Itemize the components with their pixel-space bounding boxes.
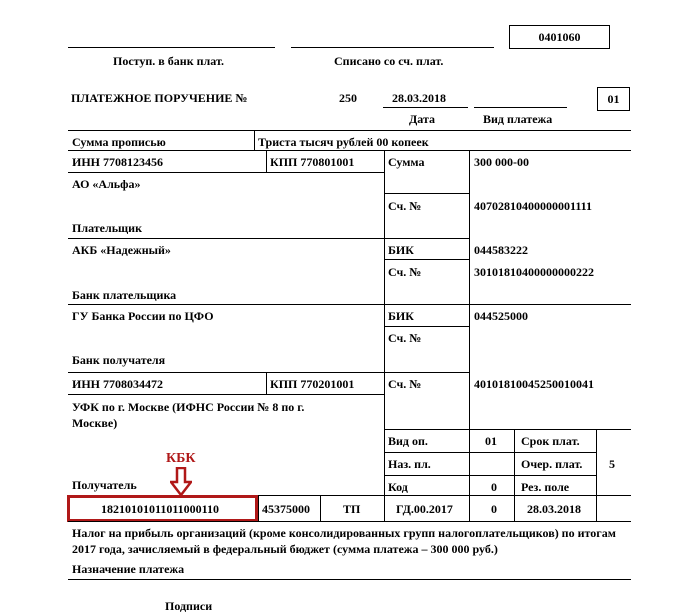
- row-line-recipient-bank-account: [384, 326, 469, 327]
- tax-divider-3: [384, 495, 385, 521]
- order-label: Очер. плат.: [521, 457, 583, 471]
- payer-inn: ИНН 7708123456: [72, 155, 164, 169]
- operation-type-value: 01: [485, 434, 497, 448]
- date-underline: [383, 107, 468, 108]
- amount-words-value: Триста тысяч рублей 00 копеек: [258, 135, 429, 149]
- code-label: Код: [388, 480, 408, 494]
- divider-left-block: [384, 150, 385, 496]
- tax-divider-5: [514, 495, 515, 521]
- debited-label: Списано со сч. плат.: [334, 54, 444, 68]
- recipient-kpp: КПП 770201001: [270, 377, 355, 391]
- row-line-inn: [68, 150, 631, 151]
- divider-inn-kpp-recipient: [266, 372, 267, 394]
- doc-number-value: 0: [491, 502, 497, 516]
- received-line: [68, 47, 275, 48]
- row-line-payer-bank-account: [384, 259, 469, 260]
- basis-value: ТП: [343, 502, 361, 516]
- row-line-signatures: [68, 579, 631, 580]
- row-line-operation: [384, 429, 631, 430]
- oktmo-value: 45375000: [262, 502, 310, 516]
- tax-divider-6: [596, 495, 597, 521]
- divider-values: [469, 150, 470, 495]
- due-date-label: Срок плат.: [521, 434, 580, 448]
- recipient-bank-label: Банк получателя: [72, 353, 166, 367]
- kbk-value: 18210101011011000110: [101, 502, 220, 516]
- debited-line: [291, 47, 494, 48]
- divider-operation: [514, 429, 515, 495]
- order-value: 5: [609, 457, 615, 471]
- amount-words-divider: [254, 130, 255, 150]
- payer-account-label: Сч. №: [388, 199, 422, 213]
- payer-bank-label: Банк плательщика: [72, 288, 177, 302]
- row-line-payer-name: [68, 172, 384, 173]
- purpose-code-label: Наз. пл.: [388, 457, 431, 471]
- row-line-payer-account: [384, 193, 469, 194]
- row-line-recipient-name: [68, 394, 384, 395]
- payer-account: 40702810400000001111: [474, 199, 593, 213]
- doc-date-value: 28.03.2018: [527, 502, 581, 516]
- code-value: 0: [491, 480, 497, 494]
- received-label: Поступ. в банк плат.: [113, 54, 224, 68]
- amount-value: 300 000-00: [474, 155, 529, 169]
- purpose-text: Налог на прибыль организаций (кроме консолидированных групп налогоплательщиков) по итогам 2017 года, зачисляемый в федеральный бюджет (сумма платежа – 300 000 руб.): [72, 526, 616, 556]
- tax-divider-2: [320, 495, 321, 521]
- divider-operation-right: [596, 429, 597, 495]
- kbk-annotation: КБК: [166, 451, 196, 466]
- payer-bank-account-label: Сч. №: [388, 265, 422, 279]
- recipient-inn: ИНН 7708034472: [72, 377, 164, 391]
- recipient-account-label: Сч. №: [388, 377, 422, 391]
- row-line-recipient-bank: [68, 304, 631, 305]
- recipient-bank-bik-label: БИК: [388, 309, 414, 323]
- reserve-label: Рез. поле: [521, 480, 570, 494]
- payer-bank-bik: 044583222: [474, 243, 528, 257]
- kbk-arrow-icon: [170, 467, 192, 497]
- payer-bank-account: 30101810400000000222: [474, 265, 594, 279]
- recipient-bank-bik: 044525000: [474, 309, 528, 323]
- row-line-purpose-code: [384, 452, 596, 453]
- purpose-label: Назначение платежа: [72, 562, 185, 576]
- amount-words-label: Сумма прописью: [72, 135, 166, 149]
- row-line-amount-top: [68, 130, 631, 131]
- form-code: 0401060: [538, 29, 581, 44]
- payer-name: АО «Альфа»: [72, 177, 141, 191]
- form-title: ПЛАТЕЖНОЕ ПОРУЧЕНИЕ №: [71, 91, 248, 105]
- payer-bank-name: АКБ «Надежный»: [72, 243, 171, 257]
- status-code-box: [597, 87, 630, 111]
- payer-kpp: КПП 770801001: [270, 155, 355, 169]
- payment-type-label: Вид платежа: [483, 112, 553, 126]
- recipient-name: УФК по г. Москве (ИФНС России № 8 по г. Москве): [72, 400, 305, 430]
- document-date: 28.03.2018: [392, 91, 446, 105]
- payer-bank-bik-label: БИК: [388, 243, 414, 257]
- signatures-label: Подписи: [165, 599, 213, 613]
- tax-divider-4: [469, 495, 470, 521]
- document-number: 250: [339, 91, 357, 105]
- payer-label: Плательщик: [72, 221, 143, 235]
- row-line-code: [384, 475, 596, 476]
- tax-divider-1: [258, 495, 259, 521]
- amount-label: Сумма: [388, 155, 425, 169]
- operation-type-label: Вид оп.: [388, 434, 428, 448]
- row-line-recipient: [68, 372, 469, 373]
- row-line-payer-bank: [68, 238, 469, 239]
- payment-type-underline: [474, 107, 567, 108]
- recipient-bank-name: ГУ Банка России по ЦФО: [72, 309, 214, 323]
- status-code: 01: [607, 91, 620, 106]
- recipient-bank-account-label: Сч. №: [388, 331, 422, 345]
- row-line-purpose: [68, 521, 631, 522]
- recipient-account: 40101810045250010041: [474, 377, 594, 391]
- recipient-label: Получатель: [72, 478, 137, 492]
- date-label: Дата: [409, 112, 435, 126]
- period-value: ГД.00.2017: [396, 502, 453, 516]
- form-code-box: [509, 25, 610, 49]
- divider-inn-kpp-payer: [266, 150, 267, 172]
